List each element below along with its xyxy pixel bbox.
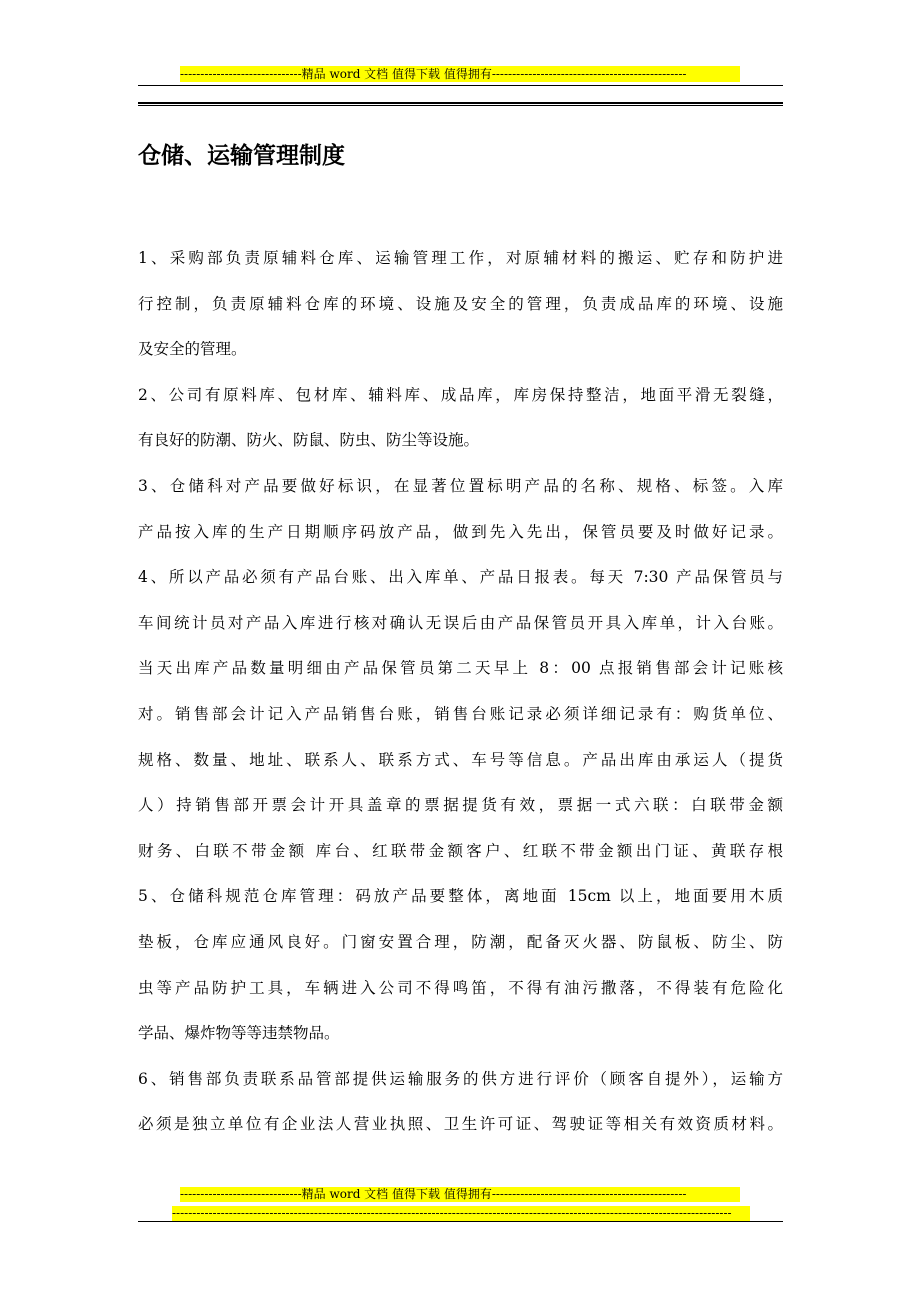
body-line: 4、所以产品必须有产品台账、出入库单、产品日报表。每天 7:30 产品保管员与	[138, 568, 783, 587]
footer-rule	[138, 1221, 783, 1222]
document-title: 仓储、运输管理制度	[138, 143, 345, 169]
body-line: 6、销售部负责联系品管部提供运输服务的供方进行评价（顾客自提外），运输方	[138, 1069, 783, 1088]
body-line: 人）持销售部开票会计开具盖章的票据提货有效，票据一式六联：白联带金额	[138, 796, 783, 815]
header-banner: ------------------------------精品 word 文档 值得下载 值得拥有------------------------------------------------	[180, 66, 740, 82]
body-line: 对。销售部会计记入产品销售台账，销售台账记录必须详细记录有：购货单位、	[138, 704, 783, 723]
footer-dashes: ------------------------------------------------------------------------------------------------------------------------------------------	[172, 1206, 750, 1221]
body-line: 财务、白联不带金额 库台、红联带金额客户、红联不带金额出门证、黄联存根	[138, 841, 783, 860]
body-line: 行控制，负责原辅料仓库的环境、设施及安全的管理，负责成品库的环境、设施	[138, 294, 783, 313]
body-line: 垫板，仓库应通风良好。门窗安置合理，防潮，配备灭火器、防鼠板、防尘、防	[138, 932, 783, 951]
body-line: 虫等产品防护工具，车辆进入公司不得鸣笛，不得有油污撒落，不得装有危险化	[138, 978, 783, 997]
header-rule	[138, 85, 783, 86]
body-line: 3、仓储科对产品要做好标识，在显著位置标明产品的名称、规格、标签。入库	[138, 476, 783, 495]
body-line: 产品按入库的生产日期顺序码放产品，做到先入先出，保管员要及时做好记录。	[138, 522, 783, 541]
header-double-rule-thin	[138, 105, 783, 106]
body-line: 当天出库产品数量明细由产品保管员第二天早上 8：00 点报销售部会计记账核	[138, 659, 783, 678]
body-line: 1、采购部负责原辅料仓库、运输管理工作，对原辅材料的搬运、贮存和防护进	[138, 249, 783, 267]
body-line: 及安全的管理。	[138, 340, 247, 359]
body-line: 规格、数量、地址、联系人、联系方式、车号等信息。产品出库由承运人（提货	[138, 750, 783, 769]
body-line: 车间统计员对产品入库进行核对确认无误后由产品保管员开具入库单，计入台账。	[138, 613, 783, 632]
document-body	[138, 236, 783, 1148]
body-line: 学品、爆炸物等等违禁物品。	[138, 1024, 340, 1043]
body-line: 必须是独立单位有企业法人营业执照、卫生许可证、驾驶证等相关有效资质材料。	[138, 1115, 783, 1134]
body-line: 有良好的防潮、防火、防鼠、防虫、防尘等设施。	[138, 431, 480, 450]
header-double-rule	[138, 102, 783, 104]
footer-banner: ------------------------------精品 word 文档 值得下载 值得拥有------------------------------------------------	[180, 1187, 740, 1202]
body-line: 5、仓储科规范仓库管理：码放产品要整体，离地面 15cm 以上，地面要用木质	[138, 887, 783, 906]
body-line: 2、公司有原料库、包材库、辅料库、成品库，库房保持整洁，地面平滑无裂缝，	[138, 385, 783, 404]
